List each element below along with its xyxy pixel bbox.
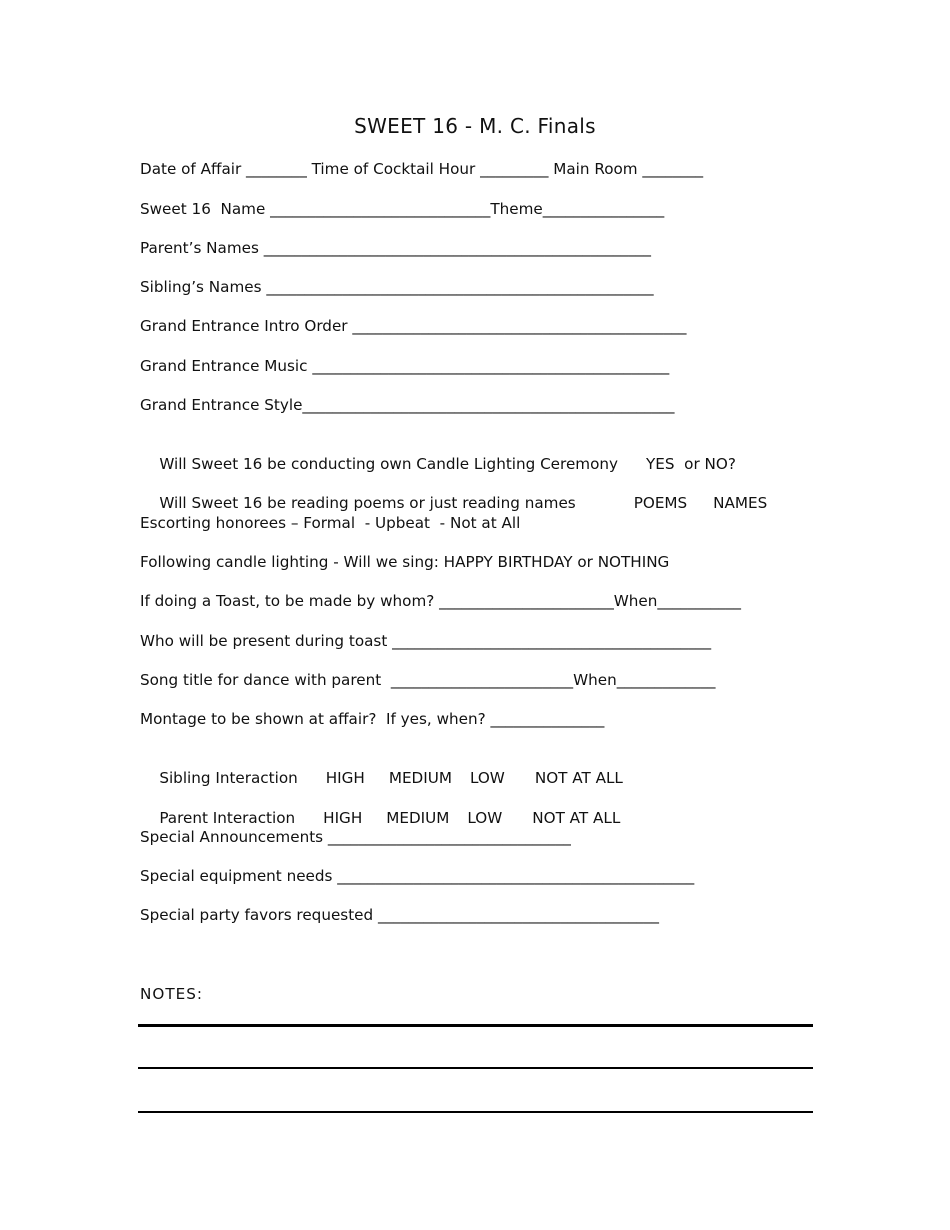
escorting-honorees-line: Escorting honorees – Formal - Upbeat - Not at All bbox=[140, 514, 521, 532]
parent-level-not-at-all: NOT AT ALL bbox=[532, 809, 621, 827]
grand-entrance-music-line: Grand Entrance Music _______________________________________________ bbox=[140, 357, 670, 375]
notes-rule-1 bbox=[138, 1024, 813, 1027]
grand-entrance-style-line: Grand Entrance Style_________________________________________________ bbox=[140, 396, 675, 414]
names-choice: NAMES bbox=[713, 494, 768, 512]
special-announcements-line: Special Announcements ________________________________ bbox=[140, 828, 571, 846]
parent-interaction-label: Parent Interaction bbox=[159, 809, 296, 827]
candle-lighting-label: Will Sweet 16 be conducting own Candle Lighting Ceremony bbox=[159, 455, 618, 473]
form-title: SWEET 16 - M. C. Finals bbox=[354, 114, 596, 138]
grand-entrance-order-line: Grand Entrance Intro Order ____________________________________________ bbox=[140, 317, 687, 335]
parents-names-line: Parent’s Names ___________________________________________________ bbox=[140, 239, 652, 257]
siblings-names-line: Sibling’s Names ___________________________________________________ bbox=[140, 278, 654, 296]
date-of-affair-line: Date of Affair ________ Time of Cocktail Hour _________ Main Room ________ bbox=[140, 160, 704, 178]
montage-line: Montage to be shown at affair? If yes, when? _______________ bbox=[140, 710, 605, 728]
notes-rule-3 bbox=[138, 1111, 813, 1113]
parent-level-low: LOW bbox=[467, 809, 503, 827]
parent-dance-song-line: Song title for dance with parent ________________________When_____________ bbox=[140, 671, 716, 689]
parent-level-medium: MEDIUM bbox=[386, 809, 450, 827]
sibling-level-high: HIGH bbox=[325, 769, 365, 787]
sibling-level-medium: MEDIUM bbox=[388, 769, 452, 787]
special-equipment-line: Special equipment needs _______________________________________________ bbox=[140, 867, 695, 885]
sibling-level-low: LOW bbox=[469, 769, 505, 787]
present-during-toast-line: Who will be present during toast __________________________________________ bbox=[140, 632, 712, 650]
candle-lighting-choice: YES or NO? bbox=[646, 455, 736, 473]
special-favors-line: Special party favors requested _____________________________________ bbox=[140, 906, 659, 924]
toast-line: If doing a Toast, to be made by whom? _______________________When___________ bbox=[140, 592, 741, 610]
sweet16-name-line: Sweet 16 Name _____________________________Theme________________ bbox=[140, 200, 665, 218]
parent-level-high: HIGH bbox=[323, 809, 363, 827]
following-candle-lighting-line: Following candle lighting - Will we sing: HAPPY BIRTHDAY or NOTHING bbox=[140, 553, 670, 571]
poems-or-names-label: Will Sweet 16 be reading poems or just reading names bbox=[159, 494, 576, 512]
sibling-interaction-label: Sibling Interaction bbox=[159, 769, 298, 787]
notes-label: NOTES: bbox=[140, 985, 203, 1003]
sibling-level-not-at-all: NOT AT ALL bbox=[534, 769, 623, 787]
poems-choice: POEMS bbox=[633, 494, 688, 512]
notes-rule-2 bbox=[138, 1067, 813, 1069]
